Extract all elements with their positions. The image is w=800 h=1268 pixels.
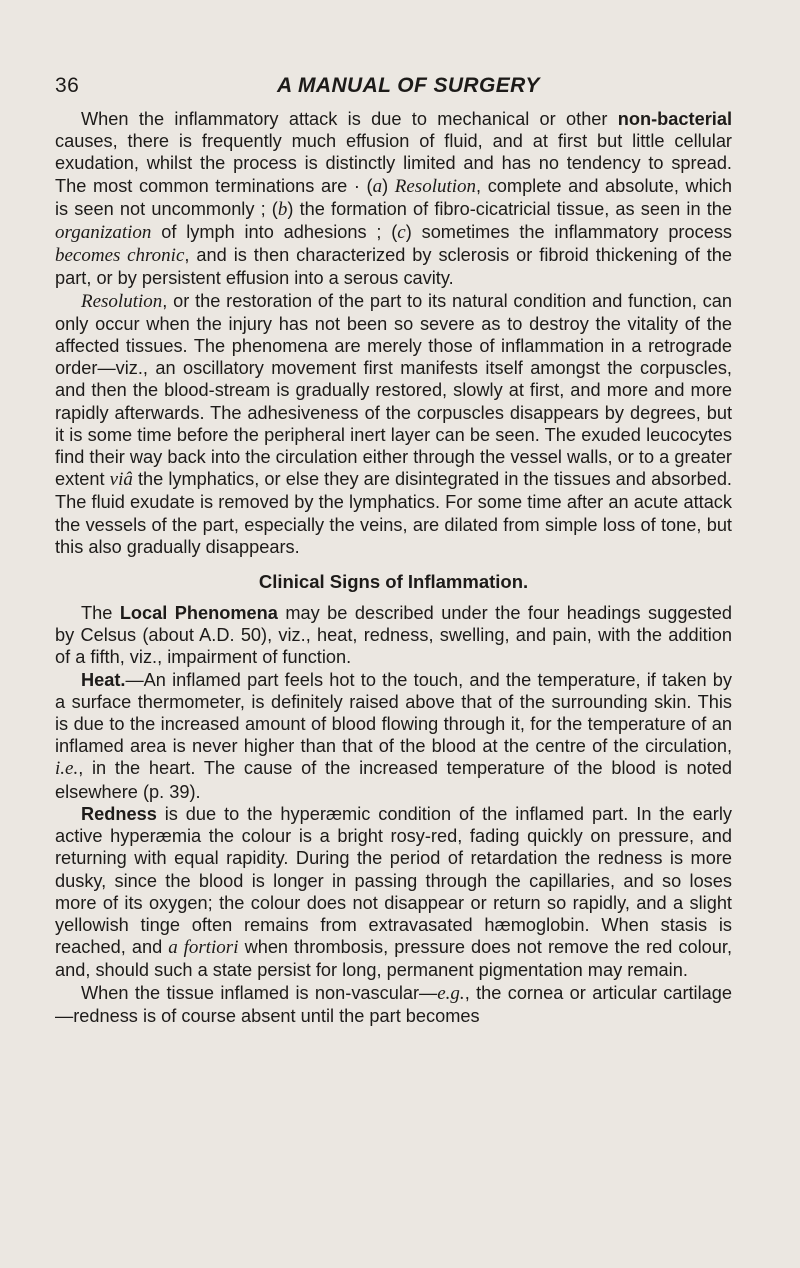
paragraph-terminations: When the inflammatory attack is due to mechanical or other non-bacterial causes, there is frequently much effusion of fluid, and at first but little cellular exudation, whilst the process is distinctly limited and has no tendency to spread. The most common terminations are · (a) Resolution, complete and absolute, which is seen not uncommonly ; (b) the formation of fibro-cicatricial tissue, as seen in the organization of lymph into adhesions ; (c) sometimes the inflammatory process becomes chronic, and is then characterized by sclerosis or fibroid thickening of the part, or by persistent effusion into a serous cavity. bbox=[55, 109, 733, 289]
paragraph-heat: Heat.—An inflamed part feels hot to the touch, and the temperature, if taken by a surface thermometer, is definitely raised above that of the surrounding skin. This is due to the increased amount of blood flowing through it, for the temperature of an inflamed area is never higher than that of the blood at the centre of the circulation, i.e., in the heart. The cause of the increased temperature of the blood is noted elsewhere (p. 39). bbox=[55, 669, 732, 802]
paragraph-resolution: Resolution, or the restoration of the part to its natural condition and function, can only occur when the injury has not been so severe as to destroy the vitality of the affected tissues. The phenomena are merely those of inflammation in a retrograde order—viz., an oscillatory movement first manifests itself amongst the corpuscles, and then the blood-stream is gradually restored, slowly at first, and more and more rapidly afterwards. The adhesiveness of the corpuscles disappears by degrees, but it is some time before the peripheral inert layer can be seen. The exuded leucocytes find their way back into the circulation either through the vessel walls, or to a greater extent viâ the lymphatics, or else they are disintegrated in the tissues and absorbed. The fluid exudate is removed by the lymphatics. For some time after an acute attack the vessels of the part, especially the veins, are dilated from simple loss of tone, but this also gradually disappears. bbox=[55, 290, 732, 557]
paragraph-local-phenomena: The Local Phenomena may be described under the four headings suggested by Celsus (about A.D. 50), viz., heat, redness, swelling, and pain, with the addition of a fifth, viz., impairment of function. bbox=[55, 603, 732, 668]
page-header bbox=[55, 74, 732, 98]
running-title: A MANUAL OF SURGERY bbox=[277, 74, 540, 97]
page-number: 36 bbox=[55, 74, 80, 97]
paragraph-non-vascular: When the tissue inflamed is non-vascular—e.g., the cornea or articular cartilage—redness is of course absent until the part becomes bbox=[55, 982, 732, 1026]
section-heading: Clinical Signs of Inflammation. bbox=[258, 571, 529, 593]
paragraph-redness: Redness is due to the hyperæmic condition of the inflamed part. In the early active hyperæmia the colour is a bright rosy-red, fading quickly on pressure, and returning with equal rapidity. During the period of retardation the redness is more dusky, since the blood is longer in passing through the capillaries, and so loses more of its oxygen; the colour does not disappear or return so rapidly, and a slight yellowish tinge often remains from extravasated hæmoglobin. When stasis is reached, and a fortiori when thrombosis, pressure does not remove the red colour, and, should such a state persist for long, permanent pigmentation may remain. bbox=[55, 803, 732, 981]
